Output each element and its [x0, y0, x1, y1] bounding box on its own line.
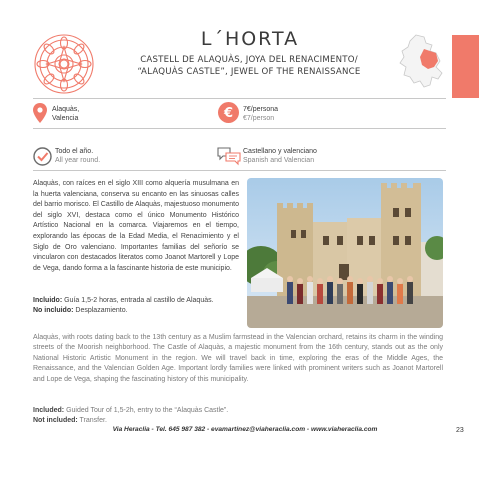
- language-spanish: Castellano y valenciano: [243, 148, 317, 155]
- included-spanish: [33, 296, 214, 305]
- euro-icon: [218, 102, 239, 123]
- region-map-icon: [396, 33, 448, 89]
- price-english: €7/person: [243, 115, 275, 122]
- subtitle-english: “ALAQUÀS CASTLE”, JEWEL OF THE RENAISSANCE: [137, 67, 361, 77]
- description-english: Alaquàs, with roots dating back to the 13th century as a Muslim farmstead in the Valencian orchard, retains its charm in the winding streets of the Moorish neighborhood. The Castle of Alaquàs, a majestic monument from the 16th century, stands out as the only National Historic Artistic Monument in the region. We will travel back in time, exploring the eras of the Middle Ages, the Renaissance, and the Valencian Golden Age. Important lordly families were linked with prominent writers such as Joanot Martorell and Lope de Vega, shaping the fascinating history of this municipality.: [33, 334, 443, 383]
- not-included-spanish: [33, 306, 128, 315]
- price-spanish: 7€/persona: [243, 106, 279, 113]
- availability-spanish: Todo el año.: [55, 148, 94, 155]
- included-text-spanish: Guía 1,5-2 horas, entrada al castillo de Alaquàs.: [62, 297, 214, 304]
- not-included-label-english: Not included:: [33, 417, 78, 424]
- info-divider-2: [33, 170, 446, 171]
- availability-info: [55, 147, 100, 165]
- included-english: [33, 406, 228, 415]
- footer-contact: Via Heraclia - Tel. 645 987 382 - evamartinez@viaheraclia.com - www.viaheraclia.com: [112, 426, 378, 433]
- location-line-2: Valencia: [52, 115, 79, 122]
- included-label-english: Included:: [33, 407, 65, 414]
- location-pin-icon: [33, 103, 47, 123]
- page-number: 23: [456, 427, 464, 434]
- availability-english: All year round.: [55, 157, 101, 164]
- region-title: L´HORTA: [200, 28, 300, 50]
- info-divider-1: [33, 128, 446, 129]
- location-line-1: Alaquàs,: [52, 106, 80, 113]
- calendar-check-icon: [33, 147, 52, 166]
- subtitle-spanish: CASTELL DE ALAQUÀS, JOYA DEL RENACIMENTO/: [140, 55, 358, 65]
- header-divider: [33, 98, 446, 99]
- language-english: Spanish and Valencian: [243, 157, 315, 164]
- included-label-spanish: Incluido:: [33, 297, 63, 304]
- language-info: [243, 147, 317, 165]
- location-info: [52, 105, 79, 123]
- section-tab: [452, 35, 479, 98]
- included-text-english: Guided Tour of 1,5-2h, entry to the “Alaquàs Castle”.: [64, 407, 229, 414]
- not-included-label-spanish: No incluido:: [33, 307, 74, 314]
- not-included-text-spanish: Desplazamiento.: [73, 307, 128, 314]
- description-spanish: Alaquàs, con raíces en el siglo XIII como alquería musulmana en la huerta valenciana, conserva su encanto en las sinuosas calles del barrio morisco. El Castillo de Alaquàs, majestuoso monumento del siglo XVI, destaca como el único Monumento Histórico Artístico Nacional en la comarca. Viajaremos en el tiempo, explorando las épocas de la Edad Media, el Renacimiento y el Siglo de Oro valenciano. Importantes familias del señorío se vincularon con destacados literatos como Joanot Martorell y Lope de Vega, dando forma a la fascinante historia de este municipio.: [33, 180, 239, 272]
- price-info: [243, 105, 278, 123]
- castle-group-photo: [247, 178, 443, 328]
- speech-bubbles-icon: [217, 146, 241, 166]
- rosette-logo-icon: [33, 33, 95, 95]
- svg-text:€: €: [223, 106, 234, 121]
- not-included-english: [33, 416, 107, 425]
- not-included-text-english: Transfer.: [77, 417, 107, 424]
